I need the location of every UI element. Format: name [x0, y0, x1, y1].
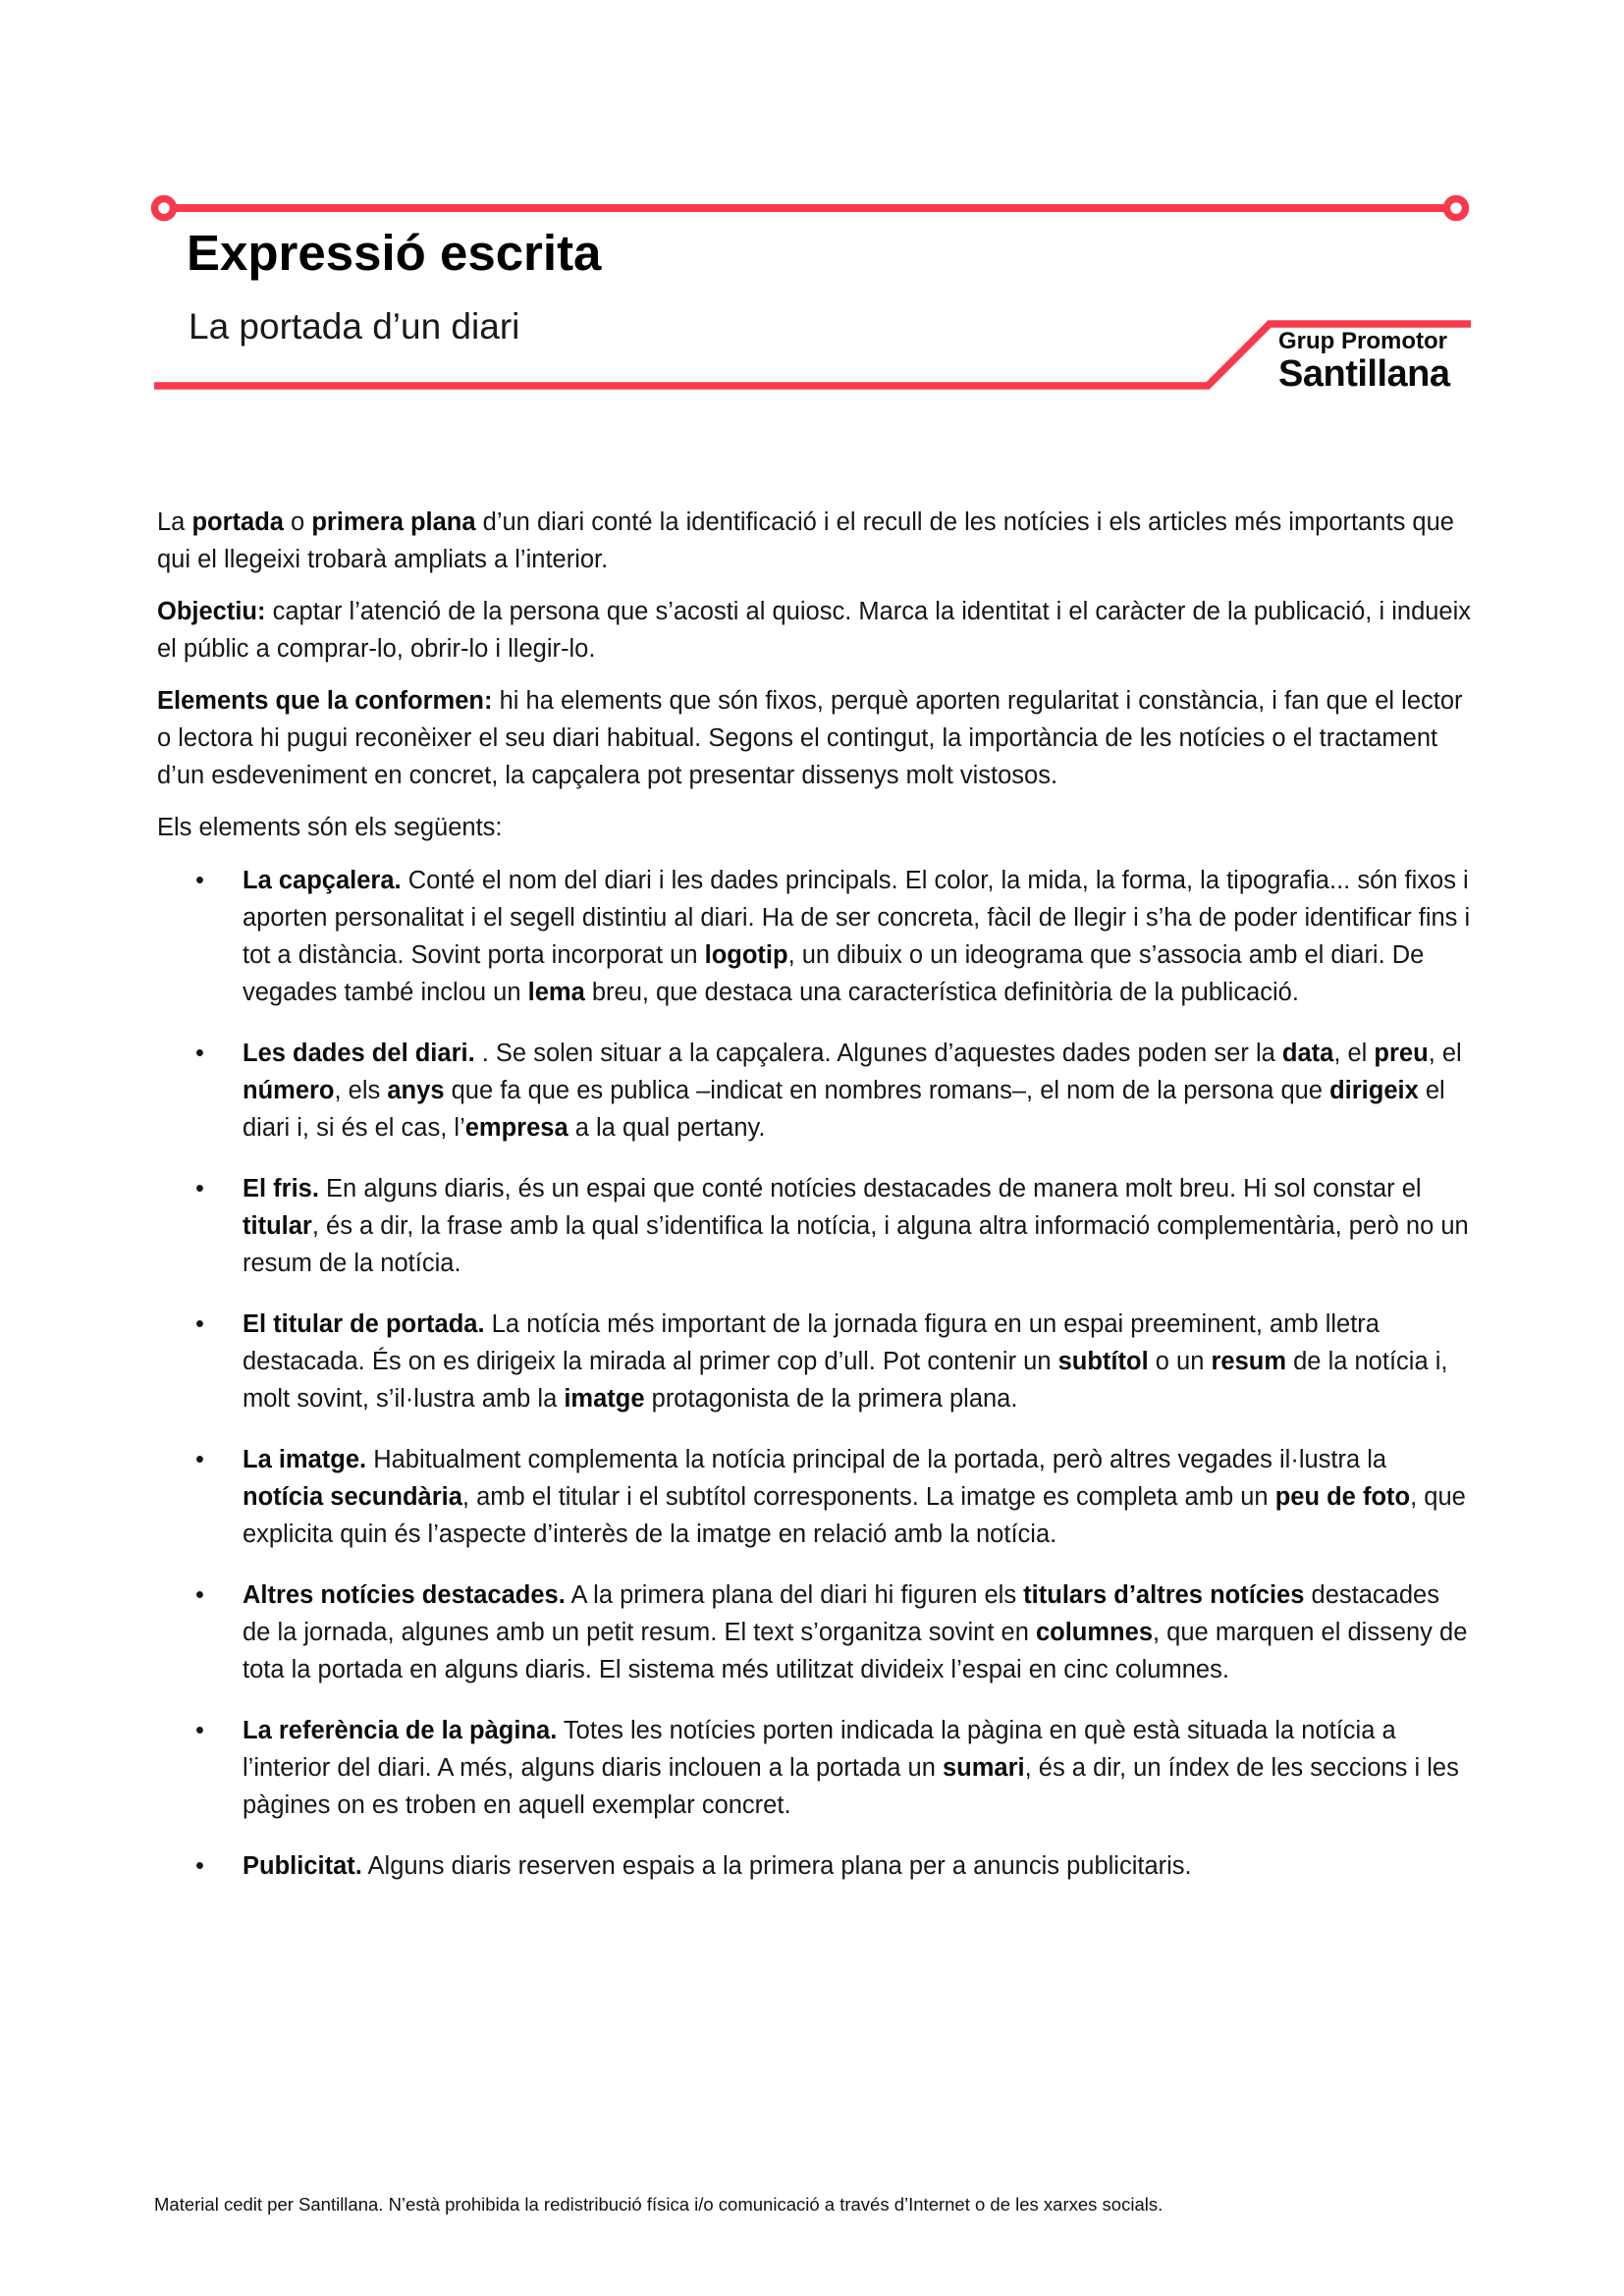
- brand-angled-line: [154, 324, 1471, 386]
- list-item-altres-noticies: • Altres notícies destacades. A la primera plana del diari hi figuren els titulars d’altres notícies destacades de la jornada, algunes amb un petit resum. El text s’organitza sovint en columnes, que marquen el disseny de tota la portada en alguns diaris. El sistema més utilitzat divideix l’espai en cinc columnes.: [243, 1576, 1474, 1688]
- document-body: [157, 504, 1474, 1908]
- paragraph-objectiu: Objectiu: captar l’atenció de la persona que s’acosti al quiosc. Marca la identitat i el caràcter de la publicació, i indueix el públic a comprar-lo, obrir-lo i llegir-lo.: [157, 598, 1472, 663]
- paragraph-intro: La portada o primera plana d’un diari conté la identificació i el recull de les notícies i els articles més importants que qui el llegeixi trobarà ampliats a l’interior.: [157, 508, 1454, 573]
- publisher-logo: [1278, 330, 1450, 393]
- page-title: Expressió escrita: [187, 225, 602, 281]
- list-item-imatge: • La imatge. Habitualment complementa la notícia principal de la portada, però altres vegades il·lustra la notícia secundària, amb el titular i el subtítol corresponents. La imatge es completa amb un peu de foto, que explicita quin és l’aspecte d’interès de la imatge en relació amb la notícia.: [243, 1441, 1474, 1553]
- list-item-dades: • Les dades del diari. . Se solen situar a la capçalera. Algunes d’aquestes dades poden ser la data, el preu, el número, els anys que fa que es publica –indicat en nombres romans–, el nom de la persona que dirigeix el diari i, si és el cas, l’empresa a la qual pertany.: [243, 1035, 1474, 1147]
- footer-copyright-text: Material cedit per Santillana. N’està prohibida la redistribució física i/o comunicació a través d’Internet o de les xarxes socials.: [154, 2194, 1164, 2215]
- logo-group-promotor: Grup Promotor: [1278, 328, 1447, 354]
- paragraph-list-intro: Els elements són els següents:: [157, 814, 503, 841]
- left-ring-icon: [155, 199, 174, 218]
- paragraph-elements: Elements que la conformen: hi ha elements que són fixos, perquè aporten regularitat i constància, i fan que el lector o lectora hi pugui reconèixer el seu diari habitual. Segons el contingut, la importància de les notícies o el tractament d’un esdeveniment en concret, la capçalera pot presentar dissenys molt vistosos.: [157, 687, 1463, 789]
- right-ring-icon: [1447, 199, 1466, 218]
- page-subtitle: La portada d’un diari: [189, 306, 520, 347]
- list-item-titular: • El titular de portada. La notícia més important de la jornada figura en un espai preeminent, amb lletra destacada. És on es dirigeix la mirada al primer cop d’ull. Pot contenir un subtítol o un resum de la notícia i, molt sovint, s’il·lustra amb la imatge protagonista de la primera plana.: [243, 1306, 1474, 1417]
- header-rule-with-rings: [149, 194, 1471, 224]
- list-item-capcalera: • La capçalera. Conté el nom del diari i les dades principals. El color, la mida, la forma, la tipografia... són fixos i aporten personalitat i el segell distintiu al diari. Ha de ser concreta, fàcil de llegir i s’ha de poder identificar fins i tot a distància. Sovint porta incorporat un logotip, un dibuix o un ideograma que s’associa amb el diari. De vegades també inclou un lema breu, que destaca una característica definitòria de la publicació.: [243, 862, 1474, 1011]
- elements-list: [157, 862, 1474, 1885]
- list-item-referencia-pagina: • La referència de la pàgina. Totes les notícies porten indicada la pàgina en què està situada la notícia a l’interior del diari. A més, alguns diaris inclouen a la portada un sumari, és a dir, un índex de les seccions i les pàgines on es troben en aquell exemplar concret.: [243, 1712, 1474, 1824]
- logo-santillana: Santillana: [1278, 353, 1450, 395]
- list-item-publicitat: • Publicitat. Alguns diaris reserven espais a la primera plana per a anuncis publicitaris.: [243, 1847, 1474, 1885]
- list-item-fris: • El fris. En alguns diaris, és un espai que conté notícies destacades de manera molt breu. Hi sol constar el titular, és a dir, la frase amb la qual s’identifica la notícia, i alguna altra informació complementària, però no un resum de la notícia.: [243, 1170, 1474, 1282]
